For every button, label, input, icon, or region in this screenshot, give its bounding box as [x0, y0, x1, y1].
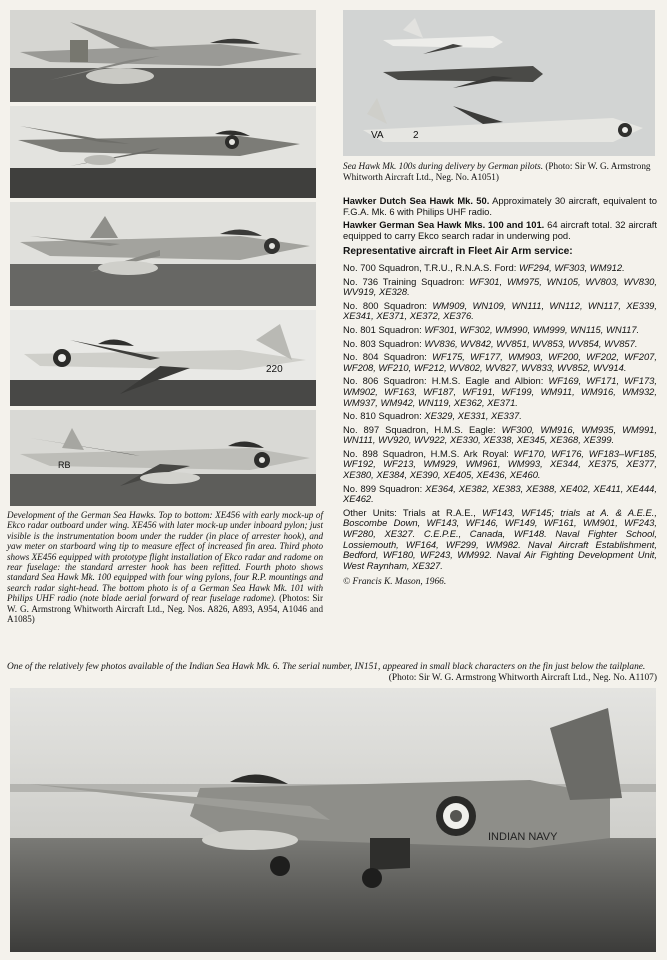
fleet-item	[343, 411, 657, 422]
fleet-unit: No. 804 Squadron:	[343, 351, 427, 363]
variant-german-title: Hawker German Sea Hawk Mks. 100 and 101.	[343, 219, 545, 231]
fleet-item	[343, 352, 657, 373]
photo-mk101-philips-uhf	[10, 410, 316, 506]
variant-dutch-text: Approximately 30 aircraft, equivalent to F.G.A. Mk. 6 with Philips UHF radio.	[343, 195, 657, 217]
fleet-item	[343, 301, 657, 322]
fleet-unit: No. 810 Squadron:	[343, 410, 422, 422]
fleet-serials: XE329, XE331, XE337.	[424, 410, 522, 422]
fleet-serials: WF175, WF177, WM903, WF200, WF202, WF207, WF208, WF210, WF212, WV802, WV827, WV833, WV852, WV914.	[343, 351, 657, 373]
aircraft-code-2: 2	[413, 130, 419, 141]
variant-german	[343, 220, 657, 241]
fleet-unit: No. 898 Squadron, H.M.S. Ark Royal:	[343, 447, 509, 459]
fleet-unit: No. 803 Squadron:	[343, 337, 422, 349]
photo-xe456-prototype-radar	[10, 202, 316, 306]
photo-mk100-delivery-formation	[343, 10, 655, 156]
variant-dutch-title: Hawker Dutch Sea Hawk Mk. 50.	[343, 195, 490, 206]
variant-german-text: 64 aircraft total. 32 aircraft equipped to carry Ekco search radar in underwing pod.	[343, 219, 658, 241]
fleet-unit: No. 800 Squadron:	[343, 299, 428, 311]
aircraft-code-va: VA	[371, 130, 384, 141]
fleet-item	[343, 277, 657, 298]
fleet-serials: WF170, WF176, WF183–WF185, WF192, WF213, WM929, WM961, WM993, XE344, XE375, XE377, XE380, XE384, XE390, XE405, XE436, XE460.	[343, 447, 657, 481]
fleet-unit: No. 700 Squadron, T.R.U., R.N.A.S. Ford:	[343, 261, 517, 273]
photo-mk100-four-pylons	[10, 310, 316, 406]
fleet-item	[343, 376, 657, 408]
fleet-serials: WF301, WM975, WN105, WV803, WV830, WV919, XE328.	[343, 275, 657, 298]
delivery-photo-caption	[343, 161, 655, 183]
fleet-serials: WF300, WM916, WM935, WM991, WN111, WV920, WV922, XE330, XE338, XE345, XE368, XE399.	[343, 423, 657, 446]
delivery-caption-text: Sea Hawk Mk. 100s during delivery by German pilots.	[343, 161, 544, 171]
fleet-serials: WF169, WF171, WF173, WM902, WF163, WF187, WF191, WF199, WM911, WM916, WM932, WM937, WM942, WN119, XE362, XE371.	[343, 375, 657, 408]
fleet-item	[343, 484, 657, 505]
fleet-item	[343, 339, 657, 350]
photo-xe456-early-mockup	[10, 10, 316, 102]
fleet-unit: No. 897 Squadron, H.M.S. Eagle:	[343, 423, 496, 435]
fleet-serials: WM909, WN109, WN111, WN112, WN117, XE339, XE341, XE371, XE372, XE376.	[343, 299, 658, 322]
variant-dutch	[343, 196, 657, 217]
fleet-item	[343, 263, 657, 274]
fleet-serials: WF294, WF303, WM912.	[518, 261, 625, 273]
aircraft-code-220: 220	[266, 364, 283, 375]
fleet-unit: Other Units: Trials at R.A.E.,	[343, 506, 476, 518]
photo-indian-sea-hawk-mk6	[10, 688, 656, 952]
indian-sea-hawk-caption	[7, 662, 657, 683]
fleet-unit: No. 801 Squadron:	[343, 323, 422, 335]
indian-caption-text: One of the relatively few photos available of the Indian Sea Hawk Mk. 6. The serial number, IN151, appeared in small black characters on the fin just below the tailplane.	[7, 662, 646, 672]
indian-navy-marking: INDIAN NAVY	[488, 831, 558, 843]
indian-caption-credit: (Photo: Sir W. G. Armstrong Whitworth Aircraft Ltd., Neg. No. A1107)	[388, 672, 657, 683]
fleet-heading: Representative aircraft in Fleet Air Arm service:	[343, 246, 573, 258]
fleet-unit: No. 806 Squadron: H.M.S. Eagle and Albion:	[343, 375, 544, 387]
fleet-serials: XE364, XE382, XE383, XE388, XE402, XE411, XE444, XE462.	[343, 482, 658, 505]
fleet-serials: WF143, WF145; trials at A. & A.E.E., Boscombe Down, WF143, WF146, WF149, WF161, WM901, WF243, WF280, XE327. C.E.P.E., Canada, WF148. Naval Fighter School, Lossiemouth, WF164, WF299, WM982. Naval Aircraft Establishment, Bedford, WF180, WF243, WM992. Naval Air Fighting Development Unit, West Raynham, XE327.	[343, 506, 658, 571]
development-caption-text: Development of the German Sea Hawks. Top to bottom: XE456 with early mock-up of Ekco radar outboard under wing. XE456 with later mock-up under inboard pylon; just visible is the instrumentation boom under the rudder (in place of arrester hook), and yaw meter on starboard wing tip to measure effect of increased fin area. Third photo shows XE456 equipped with prototype flight installation of Ekco radar and radome on rear fuselage: the standard arrester hook has been refitted. Fourth photo shows standard Sea Hawk Mk. 100 equipped with four wing pylons, four R.P. mountings and search radar sight-head. The bottom photo is of a German Sea Hawk Mk. 101 with Philips UHF radio (note blade aerial forward of rear fuselage radome).	[7, 510, 323, 604]
aircraft-code-rb: RB	[58, 460, 71, 470]
fleet-column	[343, 196, 657, 591]
fleet-serials: WF301, WF302, WM990, WM999, WN115, WN117.	[424, 323, 640, 335]
copyright-credit: © Francis K. Mason, 1966.	[343, 577, 447, 588]
photo-xe456-inboard-mockup	[10, 106, 316, 198]
fleet-item	[343, 449, 657, 481]
delivery-caption-credit: (Photo: Sir W. G. Armstrong Whitworth Aircraft Ltd., Neg. No. A1051)	[343, 161, 651, 182]
fleet-item	[343, 325, 657, 336]
fleet-unit: No. 899 Squadron:	[343, 482, 423, 494]
fleet-serials: WV836, WV842, WV851, WV853, WV854, WV857.	[424, 337, 638, 349]
development-caption	[7, 510, 323, 624]
fleet-unit: No. 736 Training Squadron:	[343, 275, 465, 287]
development-caption-credit: (Photos: Sir W. G. Armstrong Whitworth Aircraft Ltd., Neg. Nos. A826, A893, A954, A1046 and A1085)	[7, 593, 323, 625]
fleet-item	[343, 425, 657, 446]
fleet-item	[343, 508, 657, 572]
